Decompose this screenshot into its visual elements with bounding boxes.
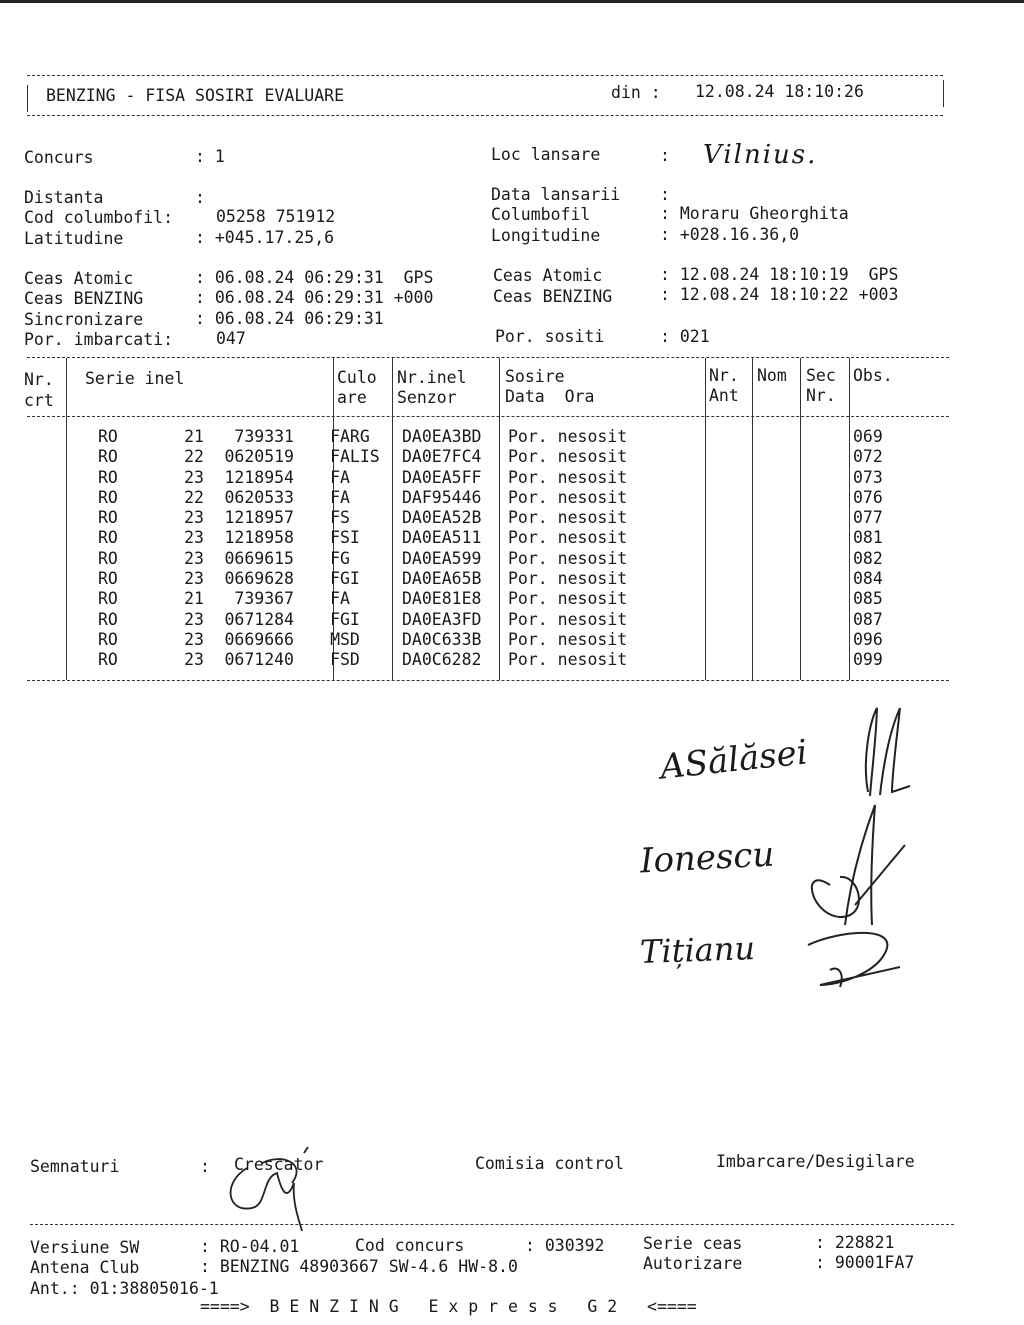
antena-club-label: Antena Club [30,1258,140,1277]
ring-number-cell: 0620519 [224,447,294,467]
semnaturi-sep: : [200,1157,210,1176]
distanta-value: : [195,188,205,207]
ring-number-cell: 0620533 [224,487,294,507]
antenna-id: Ant.: 01:38805016-1 [30,1279,219,1298]
versiune-sw-label: Versiune SW [30,1238,140,1257]
signature-scribble-1 [832,700,912,810]
sex-cell: F [330,589,340,609]
country-cell: RO [98,609,118,629]
country-cell: RO [98,548,118,568]
data-lansarii-value: : [660,185,670,204]
crescator-label: Crescator [234,1155,324,1174]
commission-signature-name-2: Ionescu [639,834,776,882]
obs-cell: 096 [853,629,883,649]
footer-divider [30,1224,954,1225]
country-cell: RO [98,467,118,487]
year-cell: 23 [184,629,204,649]
columbofil-label: Columbofil [491,205,591,224]
table-row [30,488,883,508]
commission-signature-name-1: ASălăsei [658,732,810,788]
color-cell: G [340,548,350,568]
header-left-border [27,85,28,112]
th-obs: Obs. [853,366,893,385]
ring-number-cell: 739367 [234,589,294,609]
status-cell: Por. nesosit [508,569,628,589]
loc-lansare-sep: : [660,146,670,165]
obs-cell: 087 [853,609,883,629]
longitudine-label: Longitudine [491,226,601,245]
table-row [30,610,883,630]
color-cell: GI [340,609,360,629]
th-sec-1: Sec [806,366,836,385]
date-value: 12.08.24 18:10:26 [695,82,864,101]
status-cell: Por. nesosit [508,629,628,649]
th-sosire-2: Data Ora [505,387,595,406]
sex-cell: F [330,427,340,446]
top-edge-line [0,0,1024,3]
sex-cell: M [330,629,340,649]
sincronizare-value: : 06.08.24 06:29:31 [195,309,384,328]
brand-line: ====> B E N Z I N G E x p r e s s G 2 <==== [200,1297,697,1316]
sex-cell: F [330,609,340,629]
status-cell: Por. nesosit [508,508,628,528]
th-sec-2: Nr. [806,386,836,405]
date-label: din : [611,83,661,102]
sensor-cell: DA0EA5FF [402,467,482,487]
country-cell: RO [98,427,118,446]
arrivals-table [30,427,883,671]
obs-cell: 082 [853,548,883,568]
data-lansarii-label: Data lansarii [491,185,621,204]
color-cell: A [340,467,350,487]
ring-number-cell: 0669615 [224,548,294,568]
th-nom: Nom [757,366,787,385]
color-cell: SD [340,629,360,649]
ceas-atomic-start-value: : 06.08.24 06:29:31 GPS [195,268,434,287]
serie-ceas-label: Serie ceas [643,1234,743,1253]
year-cell: 21 [184,427,204,446]
columbofil-value: : Moraru Gheorghita [660,204,849,223]
year-cell: 23 [184,650,204,670]
year-cell: 22 [184,487,204,507]
cod-columbofil-label: Cod columbofil: [24,208,174,227]
table-top-border [27,357,949,358]
table-row [30,549,883,569]
color-cell: GI [340,569,360,589]
obs-cell: 069 [853,427,883,446]
country-cell: RO [98,528,118,548]
th-serie-inel: Serie inel [85,369,185,388]
sex-cell: F [330,447,340,467]
signature-scribble-2 [800,805,910,935]
cod-columbofil-value: 05258 751912 [216,207,336,226]
document-title: BENZING - FISA SOSIRI EVALUARE [46,86,345,105]
country-cell: RO [98,589,118,609]
ceas-atomic-start-label: Ceas Atomic [24,269,134,288]
sensor-cell: DA0C6282 [402,650,482,670]
sex-cell: F [330,528,340,548]
ceas-benzing-start-label: Ceas BENZING [24,289,144,308]
antena-club-value: : BENZING 48903667 SW-4.6 HW-8.0 [200,1257,518,1276]
color-cell: ARG [340,427,370,446]
year-cell: 23 [184,528,204,548]
year-cell: 21 [184,589,204,609]
ceas-atomic-end-value: : 12.08.24 18:10:19 GPS [660,265,899,284]
ceas-benzing-end-value: : 12.08.24 18:10:22 +003 [660,285,899,304]
color-cell: A [340,487,350,507]
table-bottom-border [27,680,949,681]
header-right-border [943,80,944,107]
obs-cell: 076 [853,487,883,507]
year-cell: 23 [184,609,204,629]
year-cell: 22 [184,447,204,467]
header-bottom-border [27,115,943,116]
distanta-label: Distanta [24,188,104,207]
country-cell: RO [98,650,118,670]
th-nr-ant-1: Nr. [709,366,739,385]
table-row [30,650,883,670]
autorizare-label: Autorizare [643,1254,743,1273]
por-sositi-label: Por. sositi [495,327,605,346]
concurs-value: : 1 [195,147,225,166]
sensor-cell: DA0C633B [402,629,482,649]
latitudine-label: Latitudine [24,229,124,248]
ring-number-cell: 1218957 [224,508,294,528]
table-row [30,427,883,447]
versiune-sw-value: : RO-04.01 [200,1237,300,1256]
sensor-cell: DA0EA52B [402,508,482,528]
sensor-cell: DAF95446 [402,487,482,507]
country-cell: RO [98,569,118,589]
year-cell: 23 [184,548,204,568]
table-row [30,589,883,609]
table-row [30,569,883,589]
th-culoare-2: are [337,388,367,407]
serie-ceas-value: : 228821 [815,1233,895,1252]
sensor-cell: DA0EA3FD [402,609,482,629]
sensor-cell: DA0EA3BD [402,427,482,446]
obs-cell: 077 [853,508,883,528]
ceas-benzing-start-value: : 06.08.24 06:29:31 +000 [195,288,434,307]
th-nr-ant-2: Ant [709,386,739,405]
table-row [30,528,883,548]
cod-concurs-value: : 030392 [525,1236,605,1255]
status-cell: Por. nesosit [508,548,628,568]
por-sositi-value: : 021 [660,327,710,346]
loc-lansare-handwritten: Vilnius. [703,140,818,170]
ring-number-cell: 0671240 [224,650,294,670]
latitudine-value: : +045.17.25,6 [195,228,335,247]
table-row [30,508,883,528]
color-cell: S [340,508,350,528]
table-row [30,447,883,467]
country-cell: RO [98,629,118,649]
obs-cell: 073 [853,467,883,487]
obs-cell: 084 [853,569,883,589]
ring-number-cell: 739331 [234,427,294,446]
ring-number-cell: 1218954 [224,467,294,487]
obs-cell: 081 [853,528,883,548]
table-row [30,468,883,488]
longitudine-value: : +028.16.36,0 [660,225,800,244]
ceas-benzing-end-label: Ceas BENZING [493,287,613,306]
sex-cell: F [330,569,340,589]
year-cell: 23 [184,467,204,487]
sensor-cell: DA0EA511 [402,528,482,548]
ring-number-cell: 0669666 [224,629,294,649]
country-cell: RO [98,447,118,467]
status-cell: Por. nesosit [508,447,628,467]
sex-cell: F [330,650,340,670]
semnaturi-label: Semnaturi [30,1157,120,1176]
ceas-atomic-end-label: Ceas Atomic [493,266,603,285]
th-nr-crt-1: Nr. [24,370,54,389]
th-sosire-1: Sosire [505,367,565,386]
th-senzor-2: Senzor [397,388,457,407]
sincronizare-label: Sincronizare [24,310,144,329]
color-cell: SD [340,650,360,670]
th-culoare-1: Culo [337,368,377,387]
status-cell: Por. nesosit [508,650,628,670]
loc-lansare-label: Loc lansare [491,145,601,164]
color-cell: ALIS [340,447,380,467]
status-cell: Por. nesosit [508,427,628,446]
obs-cell: 072 [853,447,883,467]
sex-cell: F [330,487,340,507]
comisia-control-label: Comisia control [475,1154,625,1173]
th-senzor-1: Nr.inel [397,368,467,387]
crescator-signature-scribble [222,1143,322,1233]
imbarcare-label: Imbarcare/Desigilare [716,1152,915,1171]
color-cell: SI [340,528,360,548]
table-row [30,630,883,650]
cod-concurs-label: Cod concurs [355,1236,465,1255]
country-cell: RO [98,487,118,507]
commission-signature-name-3: Tițianu [639,929,756,971]
autorizare-value: : 90001FA7 [815,1253,915,1272]
status-cell: Por. nesosit [508,589,628,609]
table-header-border [27,416,949,417]
sex-cell: F [330,467,340,487]
status-cell: Por. nesosit [508,487,628,507]
year-cell: 23 [184,569,204,589]
country-cell: RO [98,508,118,528]
sensor-cell: DA0E81E8 [402,589,482,609]
ring-number-cell: 1218958 [224,528,294,548]
status-cell: Por. nesosit [508,467,628,487]
concurs-label: Concurs [24,148,94,167]
por-imbarcati-value: 047 [216,329,246,348]
sensor-cell: DA0EA599 [402,548,482,568]
obs-cell: 099 [853,650,883,670]
status-cell: Por. nesosit [508,609,628,629]
sensor-cell: DA0E7FC4 [402,447,482,467]
header-top-border [27,75,943,76]
sex-cell: F [330,548,340,568]
sex-cell: F [330,508,340,528]
status-cell: Por. nesosit [508,528,628,548]
th-nr-crt-2: crt [24,391,54,410]
obs-cell: 085 [853,589,883,609]
sensor-cell: DA0EA65B [402,569,482,589]
ring-number-cell: 0671284 [224,609,294,629]
ring-number-cell: 0669628 [224,569,294,589]
por-imbarcati-label: Por. imbarcati: [24,330,174,349]
signature-scribble-3 [800,925,910,995]
year-cell: 23 [184,508,204,528]
color-cell: A [340,589,350,609]
